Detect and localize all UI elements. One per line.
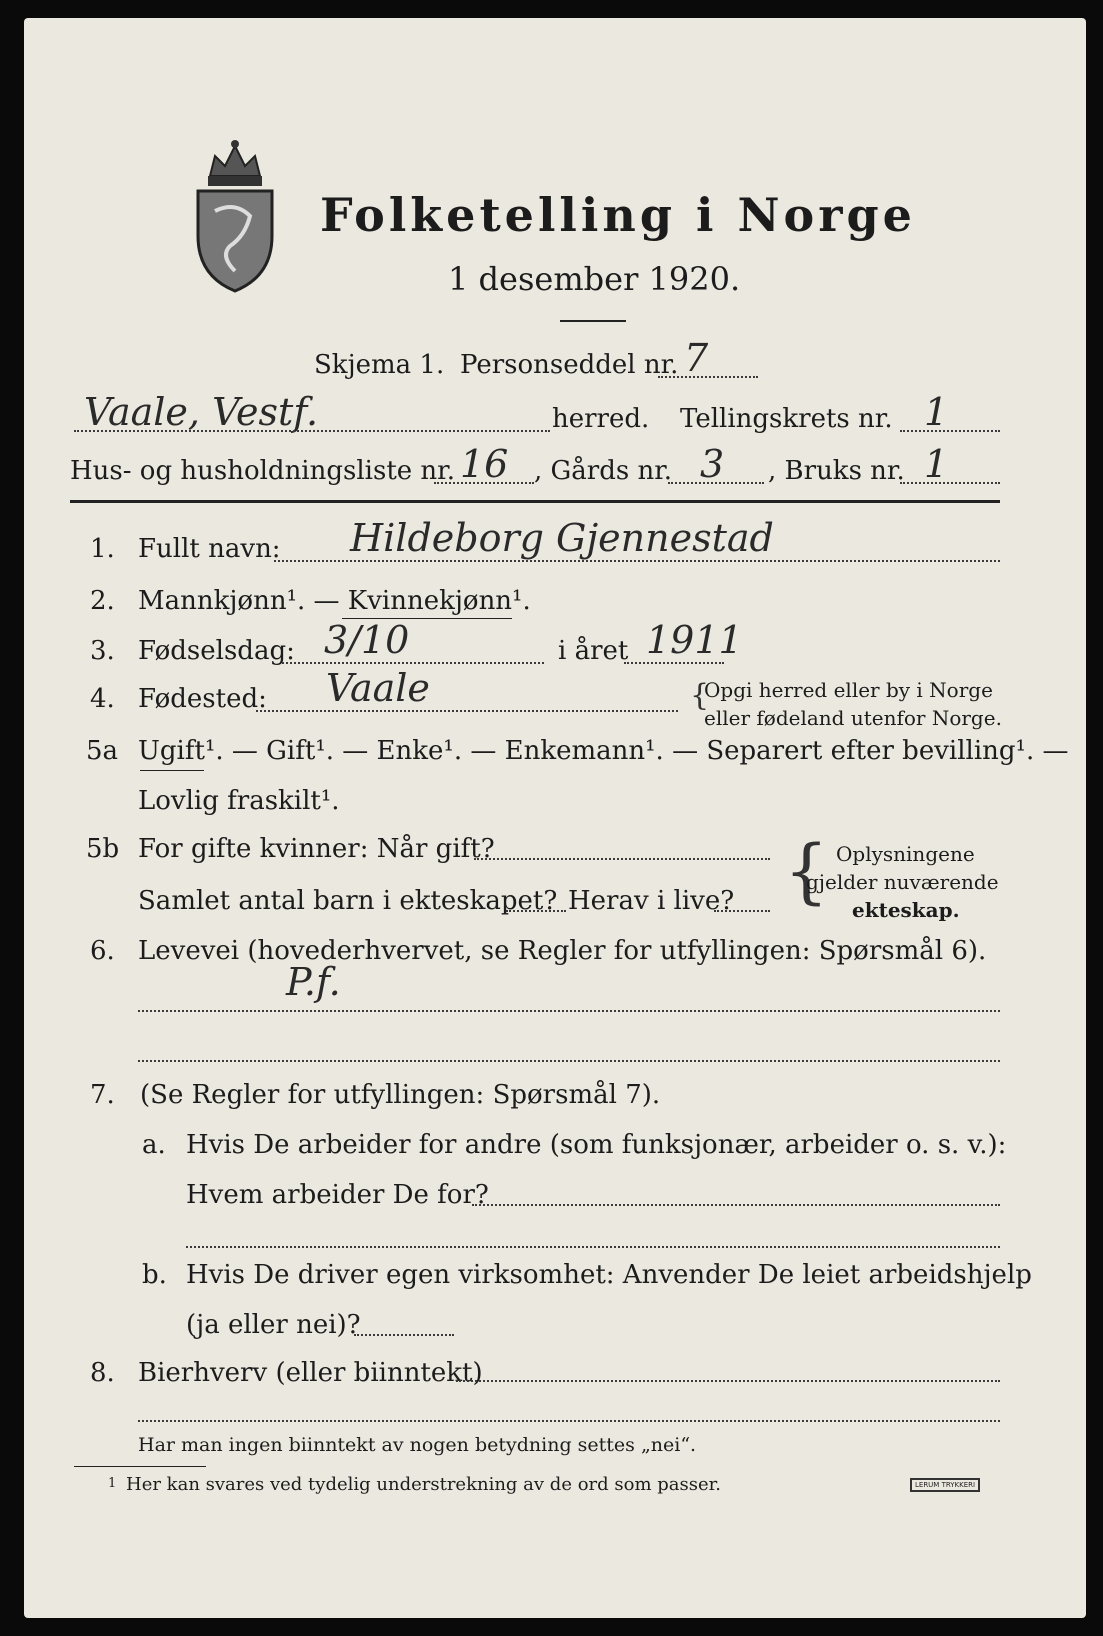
q5b-note-3: ekteskap. — [852, 898, 960, 922]
year-label: i året — [558, 636, 629, 666]
tellingskrets-value: 1 — [924, 390, 949, 434]
footnote-rule — [74, 1466, 206, 1467]
herred-label: herred. — [552, 404, 650, 434]
bruks-value: 1 — [924, 442, 949, 486]
hus-label: Hus- og husholdningsliste nr. — [70, 456, 456, 486]
birthplace-value: Vaale — [326, 666, 430, 710]
q4-note-2: eller fødeland utenfor Norge. — [704, 706, 1002, 730]
q5a-line-1: Ugift¹. — Gift¹. — Enke¹. — Enkemann¹. — Separert efter bevilling¹. — — [138, 736, 1069, 766]
footnote-mark: 1 — [108, 1476, 117, 1491]
birthday-value: 3/10 — [324, 618, 410, 662]
gards-label: , Gårds nr. — [534, 456, 673, 486]
q8-note: Har man ingen biinntekt av nogen betydning settes „nei“. — [138, 1434, 697, 1456]
q7-number: 7. — [90, 1080, 115, 1110]
full-name-value: Hildeborg Gjennestad — [350, 516, 774, 560]
tellingskrets-label: Tellingskrets nr. — [680, 404, 893, 434]
footnote-text: Her kan svares ved tydelig understrekning av de ord som passer. — [126, 1474, 721, 1495]
q7b-line-2: (ja eller nei)? — [186, 1310, 361, 1340]
q4-number: 4. — [90, 684, 115, 714]
coat-of-arms-icon — [190, 136, 280, 296]
q6-label: Levevei (hovederhvervet, se Regler for utfyllingen: Spørsmål 6). — [138, 936, 987, 966]
brace-4: { — [690, 678, 710, 713]
gards-value: 3 — [700, 442, 725, 486]
ugift-underline — [140, 770, 204, 771]
q7a-line-2: Hvem arbeider De for? — [186, 1180, 489, 1210]
q7-label: (Se Regler for utfyllingen: Spørsmål 7). — [140, 1080, 661, 1110]
census-form — [24, 18, 1086, 1618]
title-divider — [560, 320, 626, 322]
q7b-letter: b. — [142, 1260, 167, 1290]
q5a-number: 5a — [86, 736, 119, 766]
personseddel-value: 7 — [684, 336, 709, 380]
q4-label: Fødested: — [138, 684, 267, 714]
q5b-line-2a: Samlet antal barn i ekteskapet? — [138, 886, 558, 916]
hus-value: 16 — [460, 442, 509, 486]
birth-year-value: 1911 — [646, 618, 743, 662]
personseddel-label: Personseddel nr. — [460, 350, 679, 380]
q5b-line-1: For gifte kvinner: Når gift? — [138, 834, 495, 864]
q8-label: Bierhverv (eller biinntekt) — [138, 1358, 483, 1388]
herred-value: Vaale, Vestf. — [84, 390, 319, 434]
bruks-label: , Bruks nr. — [768, 456, 905, 486]
q1-label: Fullt navn: — [138, 534, 281, 564]
q1-number: 1. — [90, 534, 115, 564]
q8-number: 8. — [90, 1358, 115, 1388]
q3-number: 3. — [90, 636, 115, 666]
q7b-line-1: Hvis De driver egen virksomhet: Anvender De leiet arbeidshjelp — [186, 1260, 1032, 1290]
q2-label: Mannkjønn¹. — Kvinnekjønn¹. — [138, 586, 531, 616]
form-title: Folketelling i Norge — [320, 188, 916, 242]
q4-note-1: Opgi herred eller by i Norge — [704, 678, 993, 702]
q5b-note-2: gjelder nuværende — [806, 870, 999, 894]
q5a-line-2: Lovlig fraskilt¹. — [138, 786, 340, 816]
printer-stamp: LERUM TRYKKERI — [910, 1478, 980, 1492]
q5b-number: 5b — [86, 834, 120, 864]
q7a-letter: a. — [142, 1130, 166, 1160]
q6-number: 6. — [90, 936, 115, 966]
q2-number: 2. — [90, 586, 115, 616]
brace-5b: { — [784, 830, 829, 912]
census-date: 1 desember 1920. — [448, 260, 741, 298]
q5b-note-1: Oplysningene — [836, 842, 975, 866]
skjema-label: Skjema 1. — [314, 350, 445, 380]
occupation-value: P.f. — [286, 960, 341, 1004]
q3-label: Fødselsdag: — [138, 636, 295, 666]
q5b-line-2b: Herav i live? — [568, 886, 735, 916]
header-rule — [70, 500, 1000, 503]
q7a-line-1: Hvis De arbeider for andre (som funksjonær, arbeider o. s. v.): — [186, 1130, 1007, 1160]
